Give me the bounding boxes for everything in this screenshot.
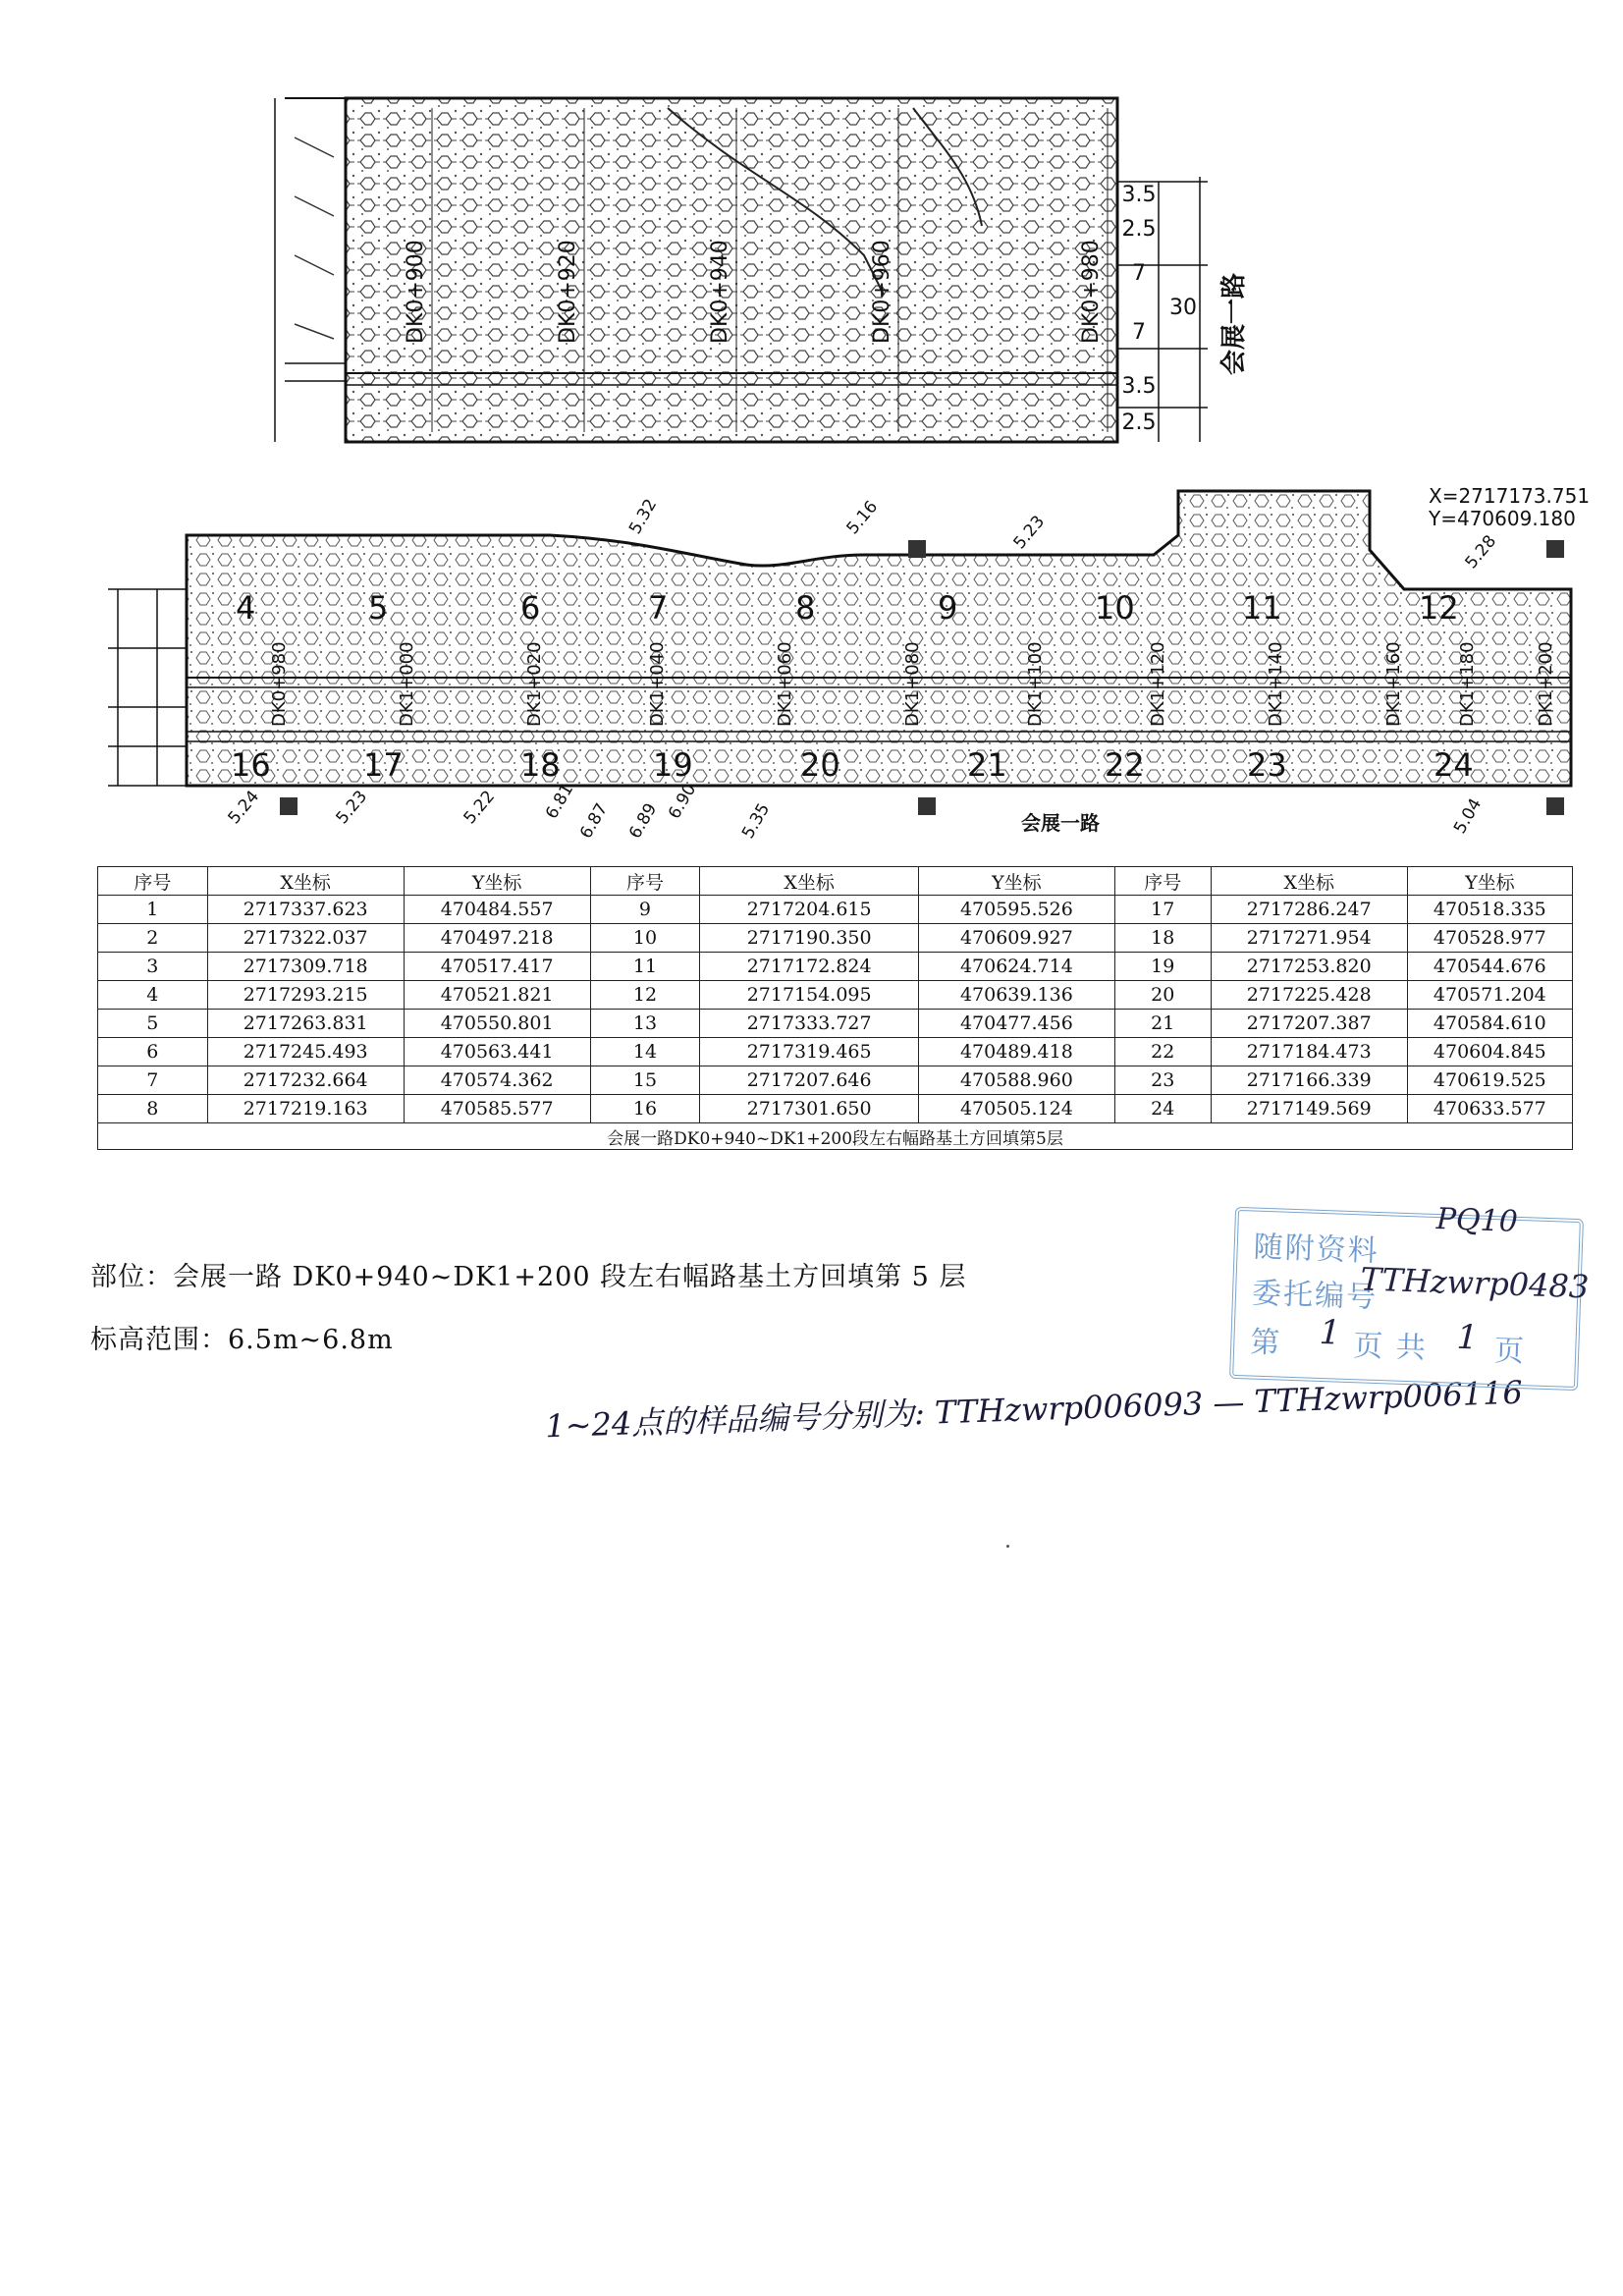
table-cell: 22 [1114,1038,1211,1066]
table-cell: 12 [590,981,700,1010]
dim-label: 2.5 [1121,410,1157,435]
table-cell: 2717225.428 [1211,981,1407,1010]
elevation-label: 6.81 [542,780,578,823]
point-number: 6 [520,589,541,627]
table-cell: 470528.977 [1407,924,1572,953]
table-cell: 470521.821 [404,981,590,1010]
chainage-label: DK0+940 [708,240,732,344]
location-note: 部位：会展一路 DK0+940~DK1+200 段左右幅路基土方回填第 5 层 [90,1262,967,1292]
table-cell: 2717172.824 [700,953,919,981]
site-plan-drawing [0,0,1623,854]
elevation-label: 5.35 [738,799,775,843]
table-caption-row [98,1123,1573,1150]
table-row [98,1038,1573,1066]
table-cell: 2717207.646 [700,1066,919,1095]
table-cell: 2717271.954 [1211,924,1407,953]
table-cell: 470609.927 [918,924,1114,953]
table-cell: 18 [1114,924,1211,953]
table-header: X坐标 [1211,867,1407,896]
table-body [98,896,1573,1150]
chainage-label: DK1+120 [1148,641,1168,727]
table-cell: 2717190.350 [700,924,919,953]
table-row [98,1095,1573,1123]
stamp [1229,1202,1590,1391]
table-cell: 470584.610 [1407,1010,1572,1038]
table-cell: 2717253.820 [1211,953,1407,981]
table-cell: 470489.418 [918,1038,1114,1066]
chainage-label: DK0+980 [269,641,290,727]
table-cell: 470571.204 [1407,981,1572,1010]
table-cell: 470477.456 [918,1010,1114,1038]
table-header: Y坐标 [404,867,590,896]
section-label-lower: 会展一路 [1021,811,1100,835]
table-cell: 19 [1114,953,1211,981]
chainage-label: DK0+960 [870,240,894,344]
point-number: 21 [967,746,1007,784]
table-cell: 2717232.664 [207,1066,404,1095]
stamp-line-2: 委托编号 [1251,1276,1379,1315]
table-cell: 8 [98,1095,208,1123]
table-row [98,924,1573,953]
point-number: 17 [363,746,404,784]
table-cell: 23 [1114,1066,1211,1095]
point-number: 11 [1242,589,1282,627]
table-cell: 470639.136 [918,981,1114,1010]
table-header: X坐标 [700,867,919,896]
elevation-label: 5.23 [1009,512,1050,554]
chainage-label: DK0+980 [1079,240,1104,344]
stamp-hand-number: TTHzwrp0483 [1360,1260,1590,1306]
table-cell: 470633.577 [1407,1095,1572,1123]
dim-label: 2.5 [1121,217,1157,242]
point-number: 20 [800,746,840,784]
point-number: 10 [1095,589,1135,627]
elevation-label: 5.23 [332,787,372,829]
chainage-label: DK1+140 [1266,641,1286,727]
table-header: 序号 [98,867,208,896]
dim-label: 30 [1169,296,1197,320]
table-cell: 17 [1114,896,1211,924]
table-caption: 会展一路DK0+940~DK1+200段左右幅路基土方回填第5层 [98,1123,1573,1150]
table-cell: 2717319.465 [700,1038,919,1066]
table-header: 序号 [1114,867,1211,896]
table-cell: 16 [590,1095,700,1123]
table-cell: 470595.526 [918,896,1114,924]
table-row [98,896,1573,924]
chainage-label: DK1+020 [524,641,545,727]
table-header: Y坐标 [918,867,1114,896]
scan-speck [1006,1545,1009,1548]
elevation-range-note: 标高范围：6.5m~6.8m [90,1325,394,1355]
table-cell: 2717337.623 [207,896,404,924]
table-header: X坐标 [207,867,404,896]
table-cell: 2717309.718 [207,953,404,981]
table-cell: 2717219.163 [207,1095,404,1123]
dim-label: 7 [1132,261,1146,286]
table-cell: 6 [98,1038,208,1066]
table-cell: 470484.557 [404,896,590,924]
chainage-label: DK1+080 [902,641,923,727]
table-cell: 2717293.215 [207,981,404,1010]
elevation-label: 5.28 [1461,531,1501,574]
stamp-page-middle: 页 共 [1352,1329,1429,1366]
table-cell: 10 [590,924,700,953]
point-number: 24 [1434,746,1474,784]
chainage-label: DK0+900 [404,240,428,344]
point-number: 12 [1419,589,1459,627]
elevation-label: 6.90 [665,780,701,823]
table-cell: 2717149.569 [1211,1095,1407,1123]
chainage-label: DK1+040 [647,641,668,727]
chainage-label: DK1+060 [775,641,795,727]
table-cell: 2717301.650 [700,1095,919,1123]
stamp-page-suffix: 页 [1493,1334,1527,1370]
table-row [98,953,1573,981]
stamp-hand-page: 1 [1319,1312,1342,1353]
table-cell: 4 [98,981,208,1010]
table-cell: 3 [98,953,208,981]
point-number: 18 [520,746,561,784]
point-number: 7 [648,589,669,627]
table-cell: 2 [98,924,208,953]
dim-label: 3.5 [1121,183,1157,207]
table-header-row [98,867,1573,896]
table-cell: 470518.335 [1407,896,1572,924]
coord-note-x: X=2717173.751 [1429,484,1591,508]
chainage-label: DK0+920 [556,240,580,344]
table-cell: 470517.417 [404,953,590,981]
stamp-line-1: 随附资料 [1253,1230,1380,1269]
handwritten-sample-ids: 1~24点的样品编号分别为: TTHzwrp006093 — TTHzwrp006116 [544,1373,1524,1446]
table-cell: 7 [98,1066,208,1095]
dim-label: 3.5 [1121,374,1157,399]
table-cell: 2717204.615 [700,896,919,924]
table-cell: 11 [590,953,700,981]
table-row [98,981,1573,1010]
table-header: Y坐标 [1407,867,1572,896]
coordinate-table [97,866,1573,1150]
table-cell: 2717322.037 [207,924,404,953]
table-cell: 470574.362 [404,1066,590,1095]
table-cell: 14 [590,1038,700,1066]
table-cell: 470604.845 [1407,1038,1572,1066]
table-cell: 13 [590,1010,700,1038]
table-cell: 470505.124 [918,1095,1114,1123]
stamp-hand-code: PQ10 [1435,1202,1519,1239]
table-cell: 470550.801 [404,1010,590,1038]
point-number: 5 [368,589,389,627]
table-cell: 2717333.727 [700,1010,919,1038]
table-row [98,1010,1573,1038]
elevation-label: 5.32 [625,495,662,538]
elevation-label: 5.16 [842,497,883,539]
table-row [98,1066,1573,1095]
table-cell: 470619.525 [1407,1066,1572,1095]
table-cell: 2717154.095 [700,981,919,1010]
table-cell: 5 [98,1010,208,1038]
table-cell: 24 [1114,1095,1211,1123]
elevation-label: 6.89 [625,799,662,843]
table-cell: 15 [590,1066,700,1095]
table-cell: 2717286.247 [1211,896,1407,924]
table-cell: 470624.714 [918,953,1114,981]
elevation-label: 5.24 [224,787,264,829]
coord-note-y: Y=470609.180 [1429,507,1576,530]
point-number: 23 [1247,746,1287,784]
table-cell: 470497.218 [404,924,590,953]
chainage-label: DK1+180 [1457,641,1478,727]
section-label-upper: 会展一路 [1219,272,1249,376]
chainage-label: DK1+000 [397,641,417,727]
stamp-hand-total: 1 [1455,1317,1479,1358]
upper-plan-block [275,98,1249,442]
point-number: 4 [236,589,256,627]
table-cell: 2717207.387 [1211,1010,1407,1038]
table-cell: 1 [98,896,208,924]
point-number: 19 [653,746,693,784]
dim-label: 7 [1132,320,1146,345]
table-cell: 21 [1114,1010,1211,1038]
chainage-label: DK1+100 [1025,641,1046,727]
chainage-label: DK1+160 [1383,641,1404,727]
table-cell: 470544.676 [1407,953,1572,981]
point-number: 8 [795,589,816,627]
elevation-label: 5.22 [460,787,500,829]
chainage-label: DK1+200 [1536,641,1556,727]
table-cell: 2717245.493 [207,1038,404,1066]
lower-plan-block [108,484,1590,843]
point-number: 16 [231,746,271,784]
table-cell: 2717184.473 [1211,1038,1407,1066]
table-cell: 470588.960 [918,1066,1114,1095]
table-cell: 20 [1114,981,1211,1010]
elevation-label: 6.87 [576,799,613,843]
table-cell: 470563.441 [404,1038,590,1066]
point-number: 9 [938,589,958,627]
table-cell: 9 [590,896,700,924]
table-cell: 2717166.339 [1211,1066,1407,1095]
table-cell: 2717263.831 [207,1010,404,1038]
elevation-label: 5.04 [1450,794,1487,838]
point-number: 22 [1105,746,1145,784]
table-cell: 470585.577 [404,1095,590,1123]
table-header: 序号 [590,867,700,896]
stamp-page-prefix: 第 [1249,1325,1282,1361]
